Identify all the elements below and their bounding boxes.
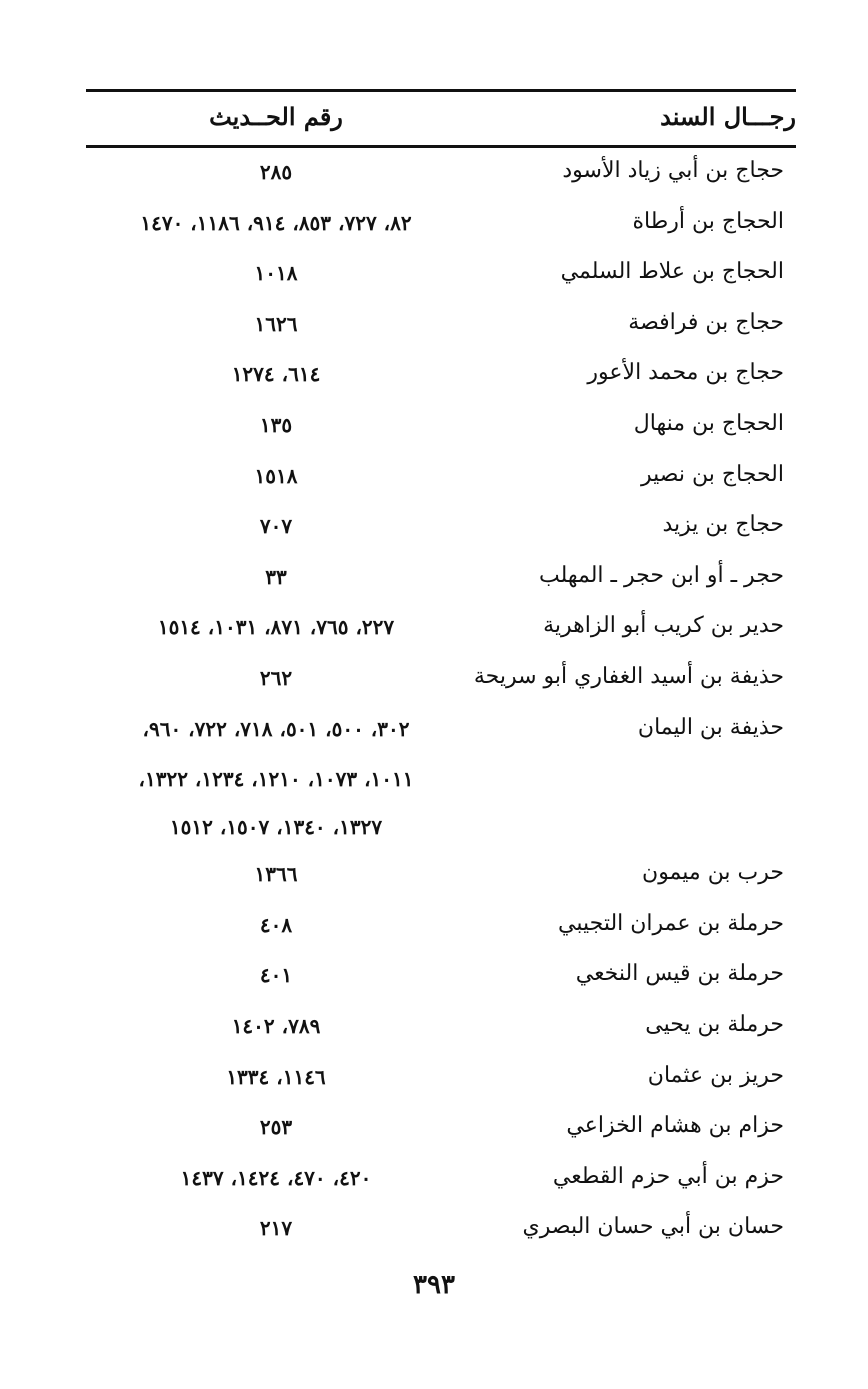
narrator-name: حسان بن أبي حسان البصري <box>522 1214 784 1240</box>
narrator-name: حجر ـ أو ابن حجر ـ المهلب <box>538 562 784 588</box>
index-row <box>86 1156 796 1207</box>
narrator-name: حريز بن عثمان <box>647 1062 784 1088</box>
hadith-numbers: ٢٢٧، ٧٦٥، ٨٧١، ١٠٣١، ١٥١٤ <box>157 615 395 640</box>
index-row <box>86 352 796 403</box>
narrator-name: الحجاج بن منهال <box>633 410 784 436</box>
narrator-name: حدير بن كريب أبو الزاهرية <box>543 613 784 639</box>
hadith-numbers: ٣٣ <box>265 564 287 589</box>
index-row <box>86 555 796 606</box>
narrator-name: حرملة بن قيس النخعي <box>575 961 784 987</box>
index-row <box>86 1055 796 1106</box>
index-row <box>86 656 796 707</box>
index-row <box>86 1004 796 1055</box>
hadith-numbers: ١٠١١، ١٠٧٣، ١٢١٠، ١٢٣٤، ١٣٢٢، <box>138 767 414 792</box>
index-row <box>86 903 796 954</box>
narrator-name: حرملة بن يحيى <box>645 1011 784 1037</box>
hadith-numbers: ١٥١٨ <box>254 463 298 488</box>
hadith-numbers: ٢١٧ <box>259 1216 293 1241</box>
narrator-name: حجاج بن فرافصة <box>628 309 784 335</box>
hadith-numbers: ١٦٢٦ <box>254 311 298 336</box>
narrator-name: الحجاج بن نصير <box>641 461 784 487</box>
top-rule <box>86 89 796 92</box>
index-row <box>86 707 796 758</box>
index-row <box>86 302 796 353</box>
narrator-name: الحجاج بن علاط السلمي <box>560 259 784 285</box>
narrator-name: حزم بن أبي حزم القطعي <box>552 1163 784 1189</box>
hadith-numbers: ١٣٥ <box>259 412 293 437</box>
narrator-name: حجاج بن أبي زياد الأسود <box>562 158 784 183</box>
narrator-name: حزام بن هشام الخزاعي <box>566 1113 784 1139</box>
index-row <box>86 454 796 505</box>
narrator-name: حجاج بن يزيد <box>662 512 784 538</box>
hadith-numbers: ٢٦٢ <box>259 665 293 690</box>
index-row <box>86 953 796 1004</box>
hadith-numbers: ٧٨٩، ١٤٠٢ <box>231 1013 321 1038</box>
page-number: ٣٩٣ <box>413 1270 455 1300</box>
hadith-numbers: ٤٢٠، ٤٧٠، ١٤٢٤، ١٤٣٧ <box>180 1165 372 1190</box>
index-row <box>86 757 796 805</box>
hadith-number-column-header: رقم الحــديث <box>209 102 343 131</box>
index-row <box>86 1105 796 1156</box>
hadith-numbers: ٢٨٥ <box>259 160 293 184</box>
index-row <box>86 504 796 555</box>
hadith-numbers: ٣٠٢، ٥٠٠، ٥٠١، ٧١٨، ٧٢٢، ٩٦٠، <box>142 716 410 741</box>
hadith-numbers: ٧٠٧ <box>259 514 293 539</box>
narrator-name: حجاج بن محمد الأعور <box>587 360 784 386</box>
index-row <box>86 805 796 853</box>
index-row <box>86 251 796 302</box>
hadith-numbers: ١١٤٦، ١٣٣٤ <box>226 1064 326 1089</box>
narrator-name: حذيفة بن أسيد الغفاري أبو سريحة <box>473 663 784 689</box>
index-row <box>86 852 796 903</box>
hadith-numbers: ١٠١٨ <box>254 261 298 286</box>
hadith-numbers: ٤٠٨ <box>259 912 293 937</box>
hadith-numbers: ٢٥٣ <box>259 1115 293 1140</box>
hadith-numbers: ١٣٦٦ <box>254 862 298 887</box>
index-row <box>86 403 796 454</box>
hadith-numbers: ٤٠١ <box>259 963 293 988</box>
narrator-name: حذيفة بن اليمان <box>637 714 784 740</box>
hadith-numbers: ١٣٢٧، ١٣٤٠، ١٥٠٧، ١٥١٢ <box>169 814 383 839</box>
index-row <box>86 605 796 656</box>
index-row <box>86 1206 796 1257</box>
hadith-numbers: ٦١٤، ١٢٧٤ <box>231 362 321 387</box>
narrator-name: حرملة بن عمران التجيبي <box>558 910 784 936</box>
hadith-numbers: ٨٢، ٧٢٧، ٨٥٣، ٩١٤، ١١٨٦، ١٤٧٠ <box>140 210 412 235</box>
narrators-column-header: رجـــال السند <box>660 102 796 131</box>
index-row <box>86 150 796 201</box>
index-row <box>86 201 796 252</box>
index-rows <box>86 150 796 1257</box>
narrator-name: الحجاج بن أرطاة <box>632 208 784 234</box>
table-header <box>86 96 796 142</box>
header-rule <box>86 145 796 148</box>
narrator-name: حرب بن ميمون <box>642 860 784 886</box>
